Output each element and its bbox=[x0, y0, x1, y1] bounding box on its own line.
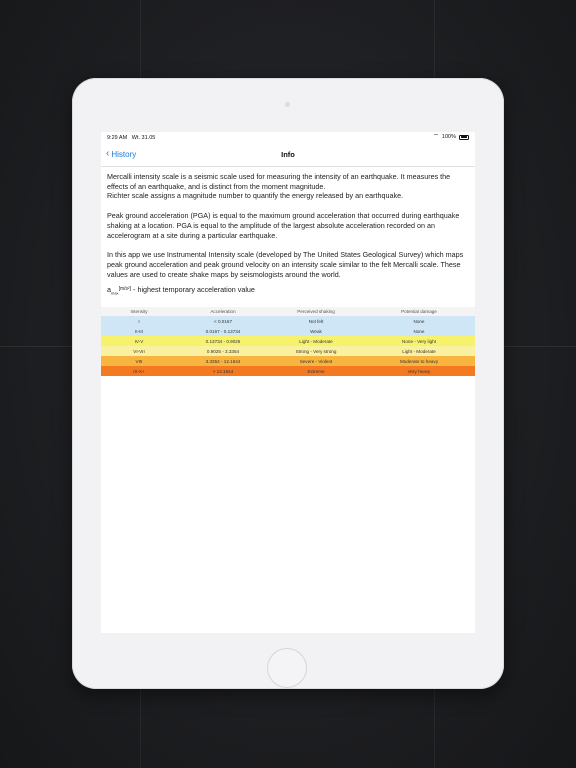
table-cell: I bbox=[138, 318, 140, 324]
table-header-row bbox=[101, 307, 475, 316]
table-cell: VIII bbox=[135, 358, 143, 364]
table-cell: Not felt bbox=[308, 318, 324, 324]
table-row bbox=[101, 366, 475, 376]
paragraph-mercalli: Mercalli intensity scale is a seismic scale used for measuring the intensity of an earthquake. It measures the effects of an earthquake, and is distinct from the moment magnitude. bbox=[107, 172, 451, 191]
date-text: Wt. 31.05 bbox=[131, 135, 156, 141]
paragraph-richter: Richter scale assigns a magnitude number to quantify the energy released by an earthquake. bbox=[107, 191, 404, 201]
table-cell: IV-V bbox=[134, 338, 144, 344]
table-cell: Light - Moderate bbox=[299, 338, 333, 344]
table-cell: > 12.1644 bbox=[212, 368, 234, 374]
table-cell: Extreme bbox=[307, 368, 325, 374]
table-cell: 0.0167 - 0.13734 bbox=[205, 328, 241, 334]
table-cell: 3.3354 - 12.1644 bbox=[205, 358, 241, 364]
formula-description: - highest temporary acceleration value bbox=[131, 285, 255, 295]
formula-unit: [m/s²] bbox=[118, 286, 132, 293]
table-row bbox=[101, 346, 475, 356]
screen bbox=[101, 132, 475, 633]
navigation-bar bbox=[101, 144, 475, 167]
header-perceived-shaking: Perceived shaking bbox=[269, 307, 363, 316]
paragraph-pga: Peak ground acceleration (PGA) is equal to the maximum ground acceleration that occurred during earthquake shaking at a location. PGA is equal to the amplitude of the largest absolute acceleration recorded on an accelerogram at a site during a particular earthquake. bbox=[107, 211, 460, 240]
table-cell: 0.13734 - 0.9025 bbox=[205, 338, 241, 344]
table-row bbox=[101, 316, 475, 326]
wifi-icon: ⌔ bbox=[433, 134, 439, 140]
status-bar bbox=[101, 132, 475, 144]
time-text: 9:29 AM bbox=[107, 135, 128, 141]
battery-percent: 100% bbox=[441, 134, 456, 140]
header-intensity: Intensity bbox=[101, 307, 177, 316]
status-time bbox=[107, 135, 155, 141]
status-indicators bbox=[433, 134, 469, 140]
table-cell: None bbox=[413, 328, 425, 334]
header-potential-damage: Potential damage bbox=[363, 307, 475, 316]
table-cell: 0.9025 - 3.3354 bbox=[206, 348, 240, 354]
table-cell: < 0.0167 bbox=[213, 318, 232, 324]
table-row bbox=[101, 336, 475, 346]
table-cell: None - Very light bbox=[402, 338, 436, 344]
table-cell: Severe - Violent bbox=[299, 358, 333, 364]
table-row bbox=[101, 356, 475, 366]
formula-subscript: max bbox=[111, 290, 119, 296]
paragraph-instrumental: In this app we use Instrumental Intensity scale (developed by The United States Geological Survey) which maps peak ground acceleration and peak ground velocity on an intensity scale similar to the felt Mercalli scale. These values are used to create shake maps by seismologists around the world. bbox=[107, 250, 464, 279]
intensity-table bbox=[101, 307, 475, 376]
table-cell: VI-VII bbox=[133, 348, 145, 354]
table-cell: Weak bbox=[310, 328, 322, 334]
table-cell: Very heavy bbox=[407, 368, 431, 374]
header-acceleration: Acceleration bbox=[177, 307, 269, 316]
camera bbox=[285, 102, 290, 107]
info-text bbox=[107, 172, 469, 298]
formula bbox=[107, 285, 469, 298]
page-title: Info bbox=[281, 150, 295, 159]
table-cell: Light - Moderate bbox=[402, 348, 436, 354]
table-cell: Strong - Very strong bbox=[295, 348, 337, 354]
back-label: History bbox=[111, 149, 137, 159]
table-cell: II-III bbox=[135, 328, 143, 334]
formula-symbol: a bbox=[107, 285, 111, 295]
table-row bbox=[101, 326, 475, 336]
table-cell: Moderate to heavy bbox=[399, 358, 439, 364]
table-cell: None bbox=[413, 318, 425, 324]
home-button bbox=[267, 648, 307, 688]
chevron-left-icon: ‹ bbox=[106, 148, 110, 159]
table-cell: IX-X+ bbox=[133, 368, 145, 374]
battery-icon bbox=[459, 135, 469, 140]
